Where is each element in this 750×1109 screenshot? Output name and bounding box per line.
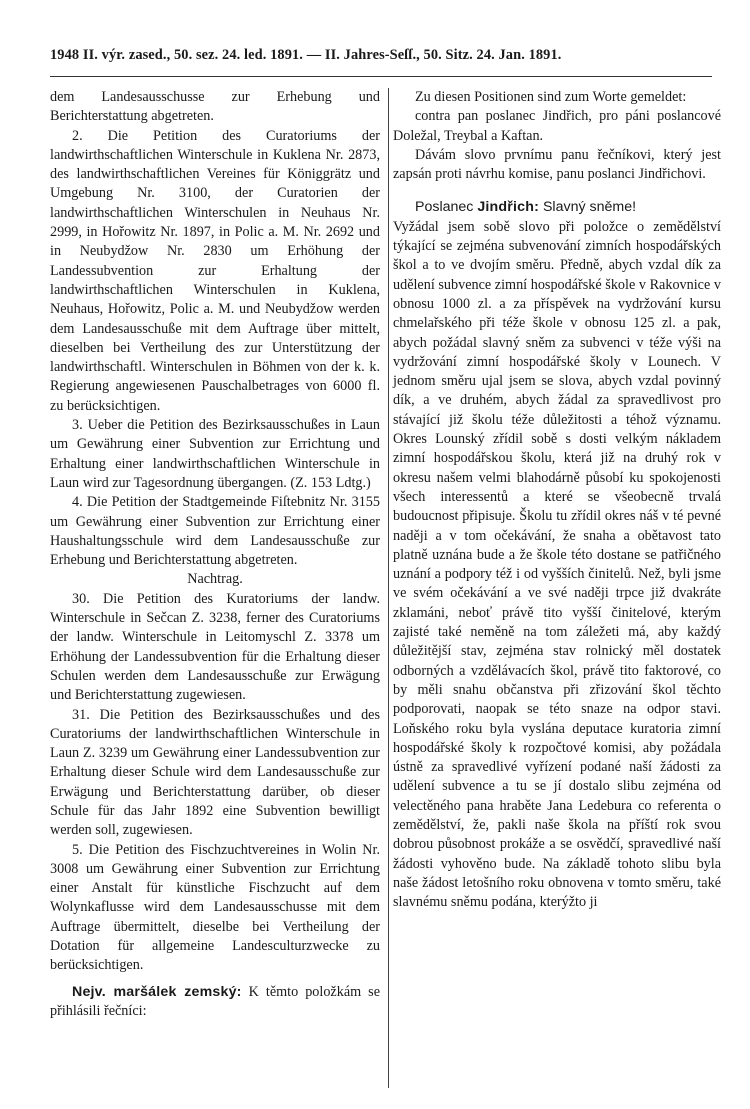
speech-text: Vyžádal jsem sobě slovo při položce o zemědělství týkající se zejména subvenování zimních hospodářských škol a to ve dvojím směru. Předně, abych vzdal dík za udělení subvence zimní hospodářské škole v Rakovnice v obnosu 1000 zl. a za příspěvek na vydržování kursu chmelařského při téže škole v obnosu 125 zl. a pak, abych požádal slavný sněm za subvenci v téže výši na vydržování zimní hospodářské školy v Lounech. V jednom směru ujal jsem se slova, abych vzdal povinný dík, a ve druhém, abych žádal za spravedlivost pro stávající již školu téže důležitosti a téhož významu. Okres Lounský zřídil sobě s dosti velkým nákladem zimní hospodářskou školu, která již na druhý rok v okresu našem velmi blahodárně působí ku spokojenosti všech interessentů a které se všeobecně trvalá budoucnost připisuje. Školu tu zřídil okres náš v té pevné naději a v tom očekávání, že snaha a obětavost tato platně uznána bude a že škole této dostane se patřičného uznání a podpory též i od vyšších činitelů. Než, byli jsme ve svém očekávání a ve své naději trpce již dvakráte zklamáni, neboť právě tito vyšší činitelové, kterým zajisté také neměně na tom záležeti má, aby každý důležitější stav, zejména stav rolnický měl dostatek odborných a vzdělávacích škol, právě tito faktorové, co by měli snahu občanstva při zřizování škol těchto podporovati, naopak se této snaze na odpor stavi. Loňského roku byla vyslána deputace kuratoria zimní hospodářské školy k rozpočtové komisi, aby požádala ústně za spravedlivé vyřízení podané naší žádosti za udělení subvence a tu se jí dostalo slibu zejména od velectěného pana hraběte Jana Ledebura co referenta o zemědělství, že, pakli naše škola na příští rok svou dobrou působnost prokáže a se osvědčí, spravedlivé naší žádosti vyhověno bude. Na základě tohoto slibu byla naše žádost letošního roku obnovena v tomto směru, také slavnému sněmu podána, kterýžto ji (393, 218, 721, 911)
speech-text: K těmto položkám se přihlásili řečníci: (50, 983, 380, 1019)
paragraph: 31. Die Petition des Bezirksausschußes und des Curatoriums der landwirthschaftlichen Winterschule in Laun Z. 3239 um Gewährung einer Landessubvention zur Erhaltung dieser Schule wird dem Landesausschuße zur Erwägung und Berichterstattung darüber, ob dieser Schule für das Jahr 1892 eine Subvention bewilligt werden soll, zugewiesen. (50, 706, 380, 839)
speech-paragraph (50, 983, 380, 1022)
section-heading: Nachtrag. (187, 571, 243, 588)
speaker-line (393, 198, 721, 217)
right-column (393, 88, 721, 912)
paragraph: dem Landesausschusse zur Erhebung und Berichterstattung abgetreten. (50, 89, 380, 125)
paragraph: 3. Ueber die Petition des Bezirksausschußes in Laun um Gewährung einer Subvention zur Errichtung und Erhaltung einer landwirthschaftlichen Winterschule in Laun wird zur Tagesordnung übergangen. (Z. 153 Ldtg.) (50, 417, 380, 491)
header-rule (50, 76, 712, 77)
page-header: 1948 II. výr. zased., 50. sez. 24. led. 1891. — II. Jahres-Seſſ., 50. Sitz. 24. Jan. 1891. (50, 47, 562, 63)
speaker-name: Nejv. maršálek zemský: (72, 983, 242, 1000)
paragraph: 30. Die Petition des Kuratoriums der landw. Winterschule in Sečcan Z. 3238, ferner des Curatoriums der landw. Winterschule in Leitomyschl Z. 3378 um Erhöhung der Landessubvention für die Erhaltung dieser Schulen werden dem Landesausschuße zur Erwägung und Berichterstattung zugewiesen. (50, 590, 380, 704)
paragraph: 5. Die Petition des Fischzuchtvereines in Wolin Nr. 3008 um Gewährung einer Subvention zur Errichtung einer Anstalt für künstliche Fischzucht auf dem Wolynkaflusse wird dem Landesausschusse mit dem Auftrage übermittelt, dieselbe bei Vertheilung der Dotation für allgemeine Landesculturzwecke zu berücksichtigen. (50, 841, 380, 974)
paragraph: 2. Die Petition des Curatoriums der landwirthschaftlichen Winterschule in Kuklena Nr. 2873, des landwirthschaftlichen Vereines für Königgrätz und Umgebung Nr. 3100, der Curatorien der landwirthschaftlichen Winterschulen in Neuhaus Nr. 2999, in Hořowitz Nr. 1897, in Polic a. M. Nr. 2692 und in Neubydžow Nr. 2830 um Erhöhung der Landessubvention zur Erhaltung der landwirthschaftlichen Winterschulen in Kuklena, Neuhaus, Hořowitz, Polic a. M. und Neubydžow werden dem Landesausschuße mit dem Auftrage über mittelt, dieselben bei Vertheilung des zur Unterstützung der landwirthschaftl. Winterschulen in Böhmen von der k. k. Regierung angewiesenen Pauschalbetrages von 6000 fl. zu berücksichtigen. (50, 127, 380, 414)
paragraph: contra pan poslanec Jindřich, pro páni poslancové Doležal, Treybal a Kaftan. (393, 108, 721, 144)
paragraph: 4. Die Petition der Stadtgemeinde Fiſtebnitz Nr. 3155 um Gewährung einer Subvention zur Errichtung einer Haushaltungsschule wird dem Landesausschuße zur Erhebung und Berichterstattung abgetreten. (50, 494, 380, 569)
paragraph: Zu diesen Positionen sind zum Worte gemeldet: (415, 89, 687, 105)
column-divider (388, 88, 389, 1088)
left-column (50, 88, 380, 1021)
speaker-prefix: Poslanec (415, 199, 478, 216)
paragraph: Dávám slovo prvnímu panu řečníkovi, který jest zapsán proti návrhu komise, panu poslanci Jindřichovi. (393, 146, 721, 183)
speaker-name: Jindřich: (477, 199, 540, 216)
speaker-address: Slavný sněme! (539, 199, 637, 216)
